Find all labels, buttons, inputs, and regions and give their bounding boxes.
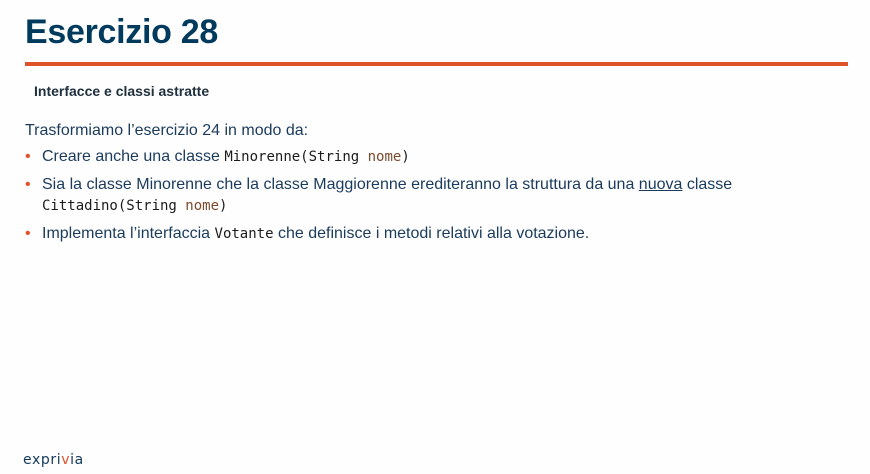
bullet-text-end: che definisce i metodi relativi alla votazione. bbox=[273, 225, 590, 242]
bullet-text-end: classe bbox=[682, 176, 733, 193]
bullet-icon: • bbox=[25, 148, 31, 165]
code-snippet-end: ) bbox=[401, 149, 410, 165]
intro-text: Trasformiamo l’esercizio 24 in modo da: bbox=[25, 122, 309, 139]
bullet-icon: • bbox=[25, 225, 31, 242]
code-snippet-end: ) bbox=[219, 198, 228, 214]
bullet-text: Implementa l’interfaccia bbox=[42, 225, 215, 242]
slide-subtitle: Interfacce e classi astratte bbox=[34, 83, 210, 99]
bullet-text: Creare anche una classe bbox=[42, 148, 225, 165]
code-snippet: Minorenne(String bbox=[224, 149, 368, 165]
bullet-text: Sia la classe Minorenne che la classe Maggiorenne erediteranno la struttura da una bbox=[42, 176, 639, 193]
bullet-item bbox=[25, 223, 845, 245]
logo-accent: v bbox=[61, 452, 71, 468]
bullet-list bbox=[25, 146, 845, 245]
logo-text-end: ia bbox=[70, 452, 84, 468]
slide-title: Esercizio 28 bbox=[25, 13, 218, 51]
code-param: nome bbox=[185, 198, 220, 214]
bullet-item bbox=[25, 146, 845, 168]
code-param: nome bbox=[367, 149, 402, 165]
slide-content bbox=[25, 121, 845, 251]
logo-text: expri bbox=[23, 452, 62, 468]
title-divider bbox=[25, 62, 848, 66]
underlined-word: nuova bbox=[638, 176, 683, 193]
bullet-item bbox=[25, 174, 845, 217]
code-snippet: Votante bbox=[214, 226, 274, 242]
bullet-icon: • bbox=[25, 176, 31, 193]
code-snippet: Cittadino(String bbox=[42, 198, 186, 214]
exprivia-logo bbox=[23, 452, 84, 468]
